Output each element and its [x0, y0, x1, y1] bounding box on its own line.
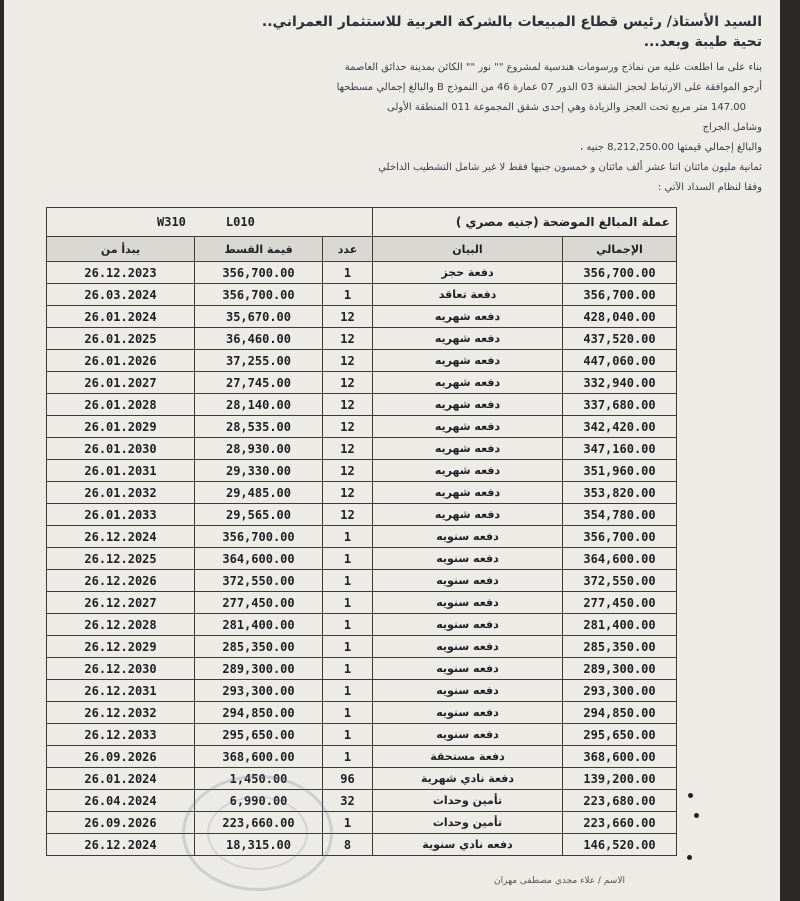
count-cell: 1	[323, 724, 373, 746]
margin-dot	[688, 793, 693, 798]
description-cell: دفعة حجز	[373, 262, 563, 284]
count-cell: 1	[323, 262, 373, 284]
total-cell: 354,780.00	[563, 504, 677, 526]
installment-amount-cell: 356,700.00	[195, 262, 323, 284]
total-cell: 368,600.00	[563, 746, 677, 768]
total-cell: 353,820.00	[563, 482, 677, 504]
total-cell: 372,550.00	[563, 570, 677, 592]
installment-amount-cell: 27,745.00	[195, 372, 323, 394]
description-cell: دفعه شهريه	[373, 416, 563, 438]
start-date-cell: 26.09.2026	[47, 746, 195, 768]
installment-amount-cell: 293,300.00	[195, 680, 323, 702]
table-row	[47, 372, 677, 394]
installment-amount-cell: 356,700.00	[195, 284, 323, 306]
table-row	[47, 636, 677, 658]
table-title-row	[47, 208, 677, 237]
description-cell: دفعه سنويه	[373, 592, 563, 614]
total-cell: 347,160.00	[563, 438, 677, 460]
installment-amount-cell: 36,460.00	[195, 328, 323, 350]
table-row	[47, 328, 677, 350]
start-date-cell: 26.01.2031	[47, 460, 195, 482]
table-row	[47, 262, 677, 284]
currency-title: عملة المبالغ الموضحة (جنيه مصري )	[373, 208, 677, 237]
description-cell: دفعه سنويه	[373, 636, 563, 658]
count-cell: 12	[323, 416, 373, 438]
description-cell: دفعه شهريه	[373, 350, 563, 372]
description-cell: دفعه سنويه	[373, 548, 563, 570]
start-date-cell: 26.09.2026	[47, 812, 195, 834]
payment-schedule-table	[46, 207, 677, 856]
count-cell: 12	[323, 438, 373, 460]
count-cell: 32	[323, 790, 373, 812]
installment-amount-cell: 295,650.00	[195, 724, 323, 746]
count-cell: 12	[323, 394, 373, 416]
description-cell: تأمين وحدات	[373, 812, 563, 834]
total-cell: 342,420.00	[563, 416, 677, 438]
count-cell: 12	[323, 350, 373, 372]
header-description: البيان	[373, 237, 563, 262]
table-row	[47, 834, 677, 856]
start-date-cell: 26.01.2028	[47, 394, 195, 416]
table-row	[47, 614, 677, 636]
table-row	[47, 284, 677, 306]
start-date-cell: 26.03.2024	[47, 284, 195, 306]
margin-dot	[694, 813, 699, 818]
description-cell: تأمين وحدات	[373, 790, 563, 812]
start-date-cell: 26.12.2023	[47, 262, 195, 284]
total-cell: 223,660.00	[563, 812, 677, 834]
description-cell: دفعه سنويه	[373, 680, 563, 702]
count-cell: 1	[323, 702, 373, 724]
table-row	[47, 416, 677, 438]
description-cell: دفعه سنويه	[373, 658, 563, 680]
count-cell: 1	[323, 284, 373, 306]
description-cell: دفعه شهريه	[373, 482, 563, 504]
table-row	[47, 746, 677, 768]
total-cell: 281,400.00	[563, 614, 677, 636]
faded-stamp	[182, 775, 333, 891]
count-cell: 1	[323, 812, 373, 834]
total-cell: 289,300.00	[563, 658, 677, 680]
description-cell: دفعه شهريه	[373, 328, 563, 350]
count-cell: 1	[323, 548, 373, 570]
start-date-cell: 26.01.2032	[47, 482, 195, 504]
table-row	[47, 548, 677, 570]
count-cell: 12	[323, 328, 373, 350]
table-row	[47, 592, 677, 614]
letter-line: والبالغ إجمالي قيمتها 8,212,250.00 جنيه ،	[579, 142, 762, 153]
greeting-line: تحية طيبة وبعد...	[643, 34, 762, 50]
installment-amount-cell: 29,330.00	[195, 460, 323, 482]
count-cell: 1	[323, 680, 373, 702]
letter-line: بناء على ما اطلعت عليه من نماذج ورسومات هندسية لمشروع "" نور "" الكائن بمدينة حدائق العاصمة	[344, 62, 762, 73]
description-cell: دفعه شهريه	[373, 460, 563, 482]
installment-amount-cell: 29,485.00	[195, 482, 323, 504]
count-cell: 1	[323, 658, 373, 680]
table-row	[47, 482, 677, 504]
unit-code-cell	[47, 208, 373, 237]
description-cell: دفعه سنويه	[373, 702, 563, 724]
letter-line: وشامل الجراج	[702, 122, 762, 133]
count-cell: 8	[323, 834, 373, 856]
count-cell: 96	[323, 768, 373, 790]
letter-header	[44, 12, 762, 198]
table-row	[47, 724, 677, 746]
total-cell: 223,680.00	[563, 790, 677, 812]
table-row	[47, 438, 677, 460]
installment-amount-cell: 28,930.00	[195, 438, 323, 460]
count-cell: 12	[323, 482, 373, 504]
header-total: الإجمالي	[563, 237, 677, 262]
header-start-date: يبدأ من	[47, 237, 195, 262]
header-count: عدد	[323, 237, 373, 262]
addressee-line: السيد الأستاذ/ رئيس قطاع المبيعات بالشركة العربية للاستثمار العمراني..	[261, 14, 762, 30]
description-cell: دفعه سنويه	[373, 724, 563, 746]
description-cell: دفعة تعاقد	[373, 284, 563, 306]
total-cell: 356,700.00	[563, 526, 677, 548]
start-date-cell: 26.01.2030	[47, 438, 195, 460]
start-date-cell: 26.04.2024	[47, 790, 195, 812]
table-row	[47, 570, 677, 592]
table-row	[47, 394, 677, 416]
start-date-cell: 26.12.2033	[47, 724, 195, 746]
start-date-cell: 26.12.2024	[47, 526, 195, 548]
start-date-cell: 26.01.2024	[47, 768, 195, 790]
installment-amount-cell: 6,990.00	[195, 790, 323, 812]
total-cell: 351,960.00	[563, 460, 677, 482]
total-cell: 428,040.00	[563, 306, 677, 328]
letter-line: أرجو الموافقة على الارتباط لحجز الشقة 03 الدور 07 عمارة 46 من النموذج B والبالغ إجمالي مسطحها	[336, 82, 762, 93]
total-cell: 447,060.00	[563, 350, 677, 372]
start-date-cell: 26.12.2032	[47, 702, 195, 724]
table-row	[47, 790, 677, 812]
installment-amount-cell: 277,450.00	[195, 592, 323, 614]
description-cell: دفعه شهريه	[373, 372, 563, 394]
description-cell: دفعه نادي سنوية	[373, 834, 563, 856]
installment-amount-cell: 223,660.00	[195, 812, 323, 834]
installment-amount-cell: 281,400.00	[195, 614, 323, 636]
start-date-cell: 26.12.2029	[47, 636, 195, 658]
start-date-cell: 26.01.2033	[47, 504, 195, 526]
installment-amount-cell: 35,670.00	[195, 306, 323, 328]
description-cell: دفعه شهريه	[373, 504, 563, 526]
description-cell: دفعة مستحقة	[373, 746, 563, 768]
installment-amount-cell: 28,140.00	[195, 394, 323, 416]
installment-amount-cell: 294,850.00	[195, 702, 323, 724]
total-cell: 332,940.00	[563, 372, 677, 394]
description-cell: دفعة نادي شهرية	[373, 768, 563, 790]
start-date-cell: 26.12.2028	[47, 614, 195, 636]
letter-line: وفقا لنظام السداد الآتي :	[657, 182, 762, 193]
total-cell: 294,850.00	[563, 702, 677, 724]
installment-amount-cell: 289,300.00	[195, 658, 323, 680]
letter-line: 147.00 متر مربع تحت العجز والزيادة وهي إحدى شقق المجموعة 011 المنطقة الأولى	[386, 102, 746, 113]
installment-amount-cell: 285,350.00	[195, 636, 323, 658]
count-cell: 1	[323, 570, 373, 592]
total-cell: 293,300.00	[563, 680, 677, 702]
table-row	[47, 702, 677, 724]
total-cell: 277,450.00	[563, 592, 677, 614]
description-cell: دفعه سنويه	[373, 526, 563, 548]
count-cell: 12	[323, 460, 373, 482]
table-header-row	[47, 237, 677, 262]
start-date-cell: 26.01.2029	[47, 416, 195, 438]
total-cell: 356,700.00	[563, 284, 677, 306]
start-date-cell: 26.12.2027	[47, 592, 195, 614]
total-cell: 295,650.00	[563, 724, 677, 746]
letter-line: ثمانية مليون مائتان اثنا عشر ألف مائتان و خمسون جنيها فقط لا غير شامل التشطيب الداخلي	[378, 162, 762, 173]
total-cell: 337,680.00	[563, 394, 677, 416]
start-date-cell: 26.12.2026	[47, 570, 195, 592]
start-date-cell: 26.01.2024	[47, 306, 195, 328]
total-cell: 356,700.00	[563, 262, 677, 284]
count-cell: 12	[323, 306, 373, 328]
table-row	[47, 526, 677, 548]
table-row	[47, 768, 677, 790]
table-row	[47, 460, 677, 482]
start-date-cell: 26.12.2024	[47, 834, 195, 856]
table-row	[47, 306, 677, 328]
total-cell: 146,520.00	[563, 834, 677, 856]
margin-dot	[687, 855, 692, 860]
start-date-cell: 26.01.2027	[47, 372, 195, 394]
start-date-cell: 26.12.2030	[47, 658, 195, 680]
count-cell: 1	[323, 592, 373, 614]
total-cell: 437,520.00	[563, 328, 677, 350]
signature-name: الاسم / علاء مجدي مصطفى مهران	[494, 876, 625, 886]
installment-amount-cell: 37,255.00	[195, 350, 323, 372]
start-date-cell: 26.12.2025	[47, 548, 195, 570]
unit-code-2: L010	[225, 215, 255, 229]
unit-code-1: W310	[157, 215, 186, 229]
installment-amount-cell: 28,535.00	[195, 416, 323, 438]
installment-amount-cell: 29,565.00	[195, 504, 323, 526]
start-date-cell: 26.01.2025	[47, 328, 195, 350]
description-cell: دفعه سنويه	[373, 570, 563, 592]
table-row	[47, 680, 677, 702]
installment-amount-cell: 18,315.00	[195, 834, 323, 856]
total-cell: 139,200.00	[563, 768, 677, 790]
installment-amount-cell: 1,450.00	[195, 768, 323, 790]
table-row	[47, 504, 677, 526]
table-row	[47, 812, 677, 834]
count-cell: 1	[323, 636, 373, 658]
table-row	[47, 658, 677, 680]
count-cell: 12	[323, 504, 373, 526]
installment-amount-cell: 372,550.00	[195, 570, 323, 592]
count-cell: 1	[323, 746, 373, 768]
count-cell: 1	[323, 526, 373, 548]
description-cell: دفعه سنويه	[373, 614, 563, 636]
installment-amount-cell: 368,600.00	[195, 746, 323, 768]
total-cell: 285,350.00	[563, 636, 677, 658]
table-row	[47, 350, 677, 372]
count-cell: 1	[323, 614, 373, 636]
start-date-cell: 26.01.2026	[47, 350, 195, 372]
description-cell: دفعه شهريه	[373, 306, 563, 328]
total-cell: 364,600.00	[563, 548, 677, 570]
start-date-cell: 26.12.2031	[47, 680, 195, 702]
count-cell: 12	[323, 372, 373, 394]
description-cell: دفعه شهريه	[373, 394, 563, 416]
installment-amount-cell: 364,600.00	[195, 548, 323, 570]
header-installment-amount: قيمة القسط	[195, 237, 323, 262]
installment-amount-cell: 356,700.00	[195, 526, 323, 548]
document-page	[4, 0, 780, 901]
description-cell: دفعه شهريه	[373, 438, 563, 460]
